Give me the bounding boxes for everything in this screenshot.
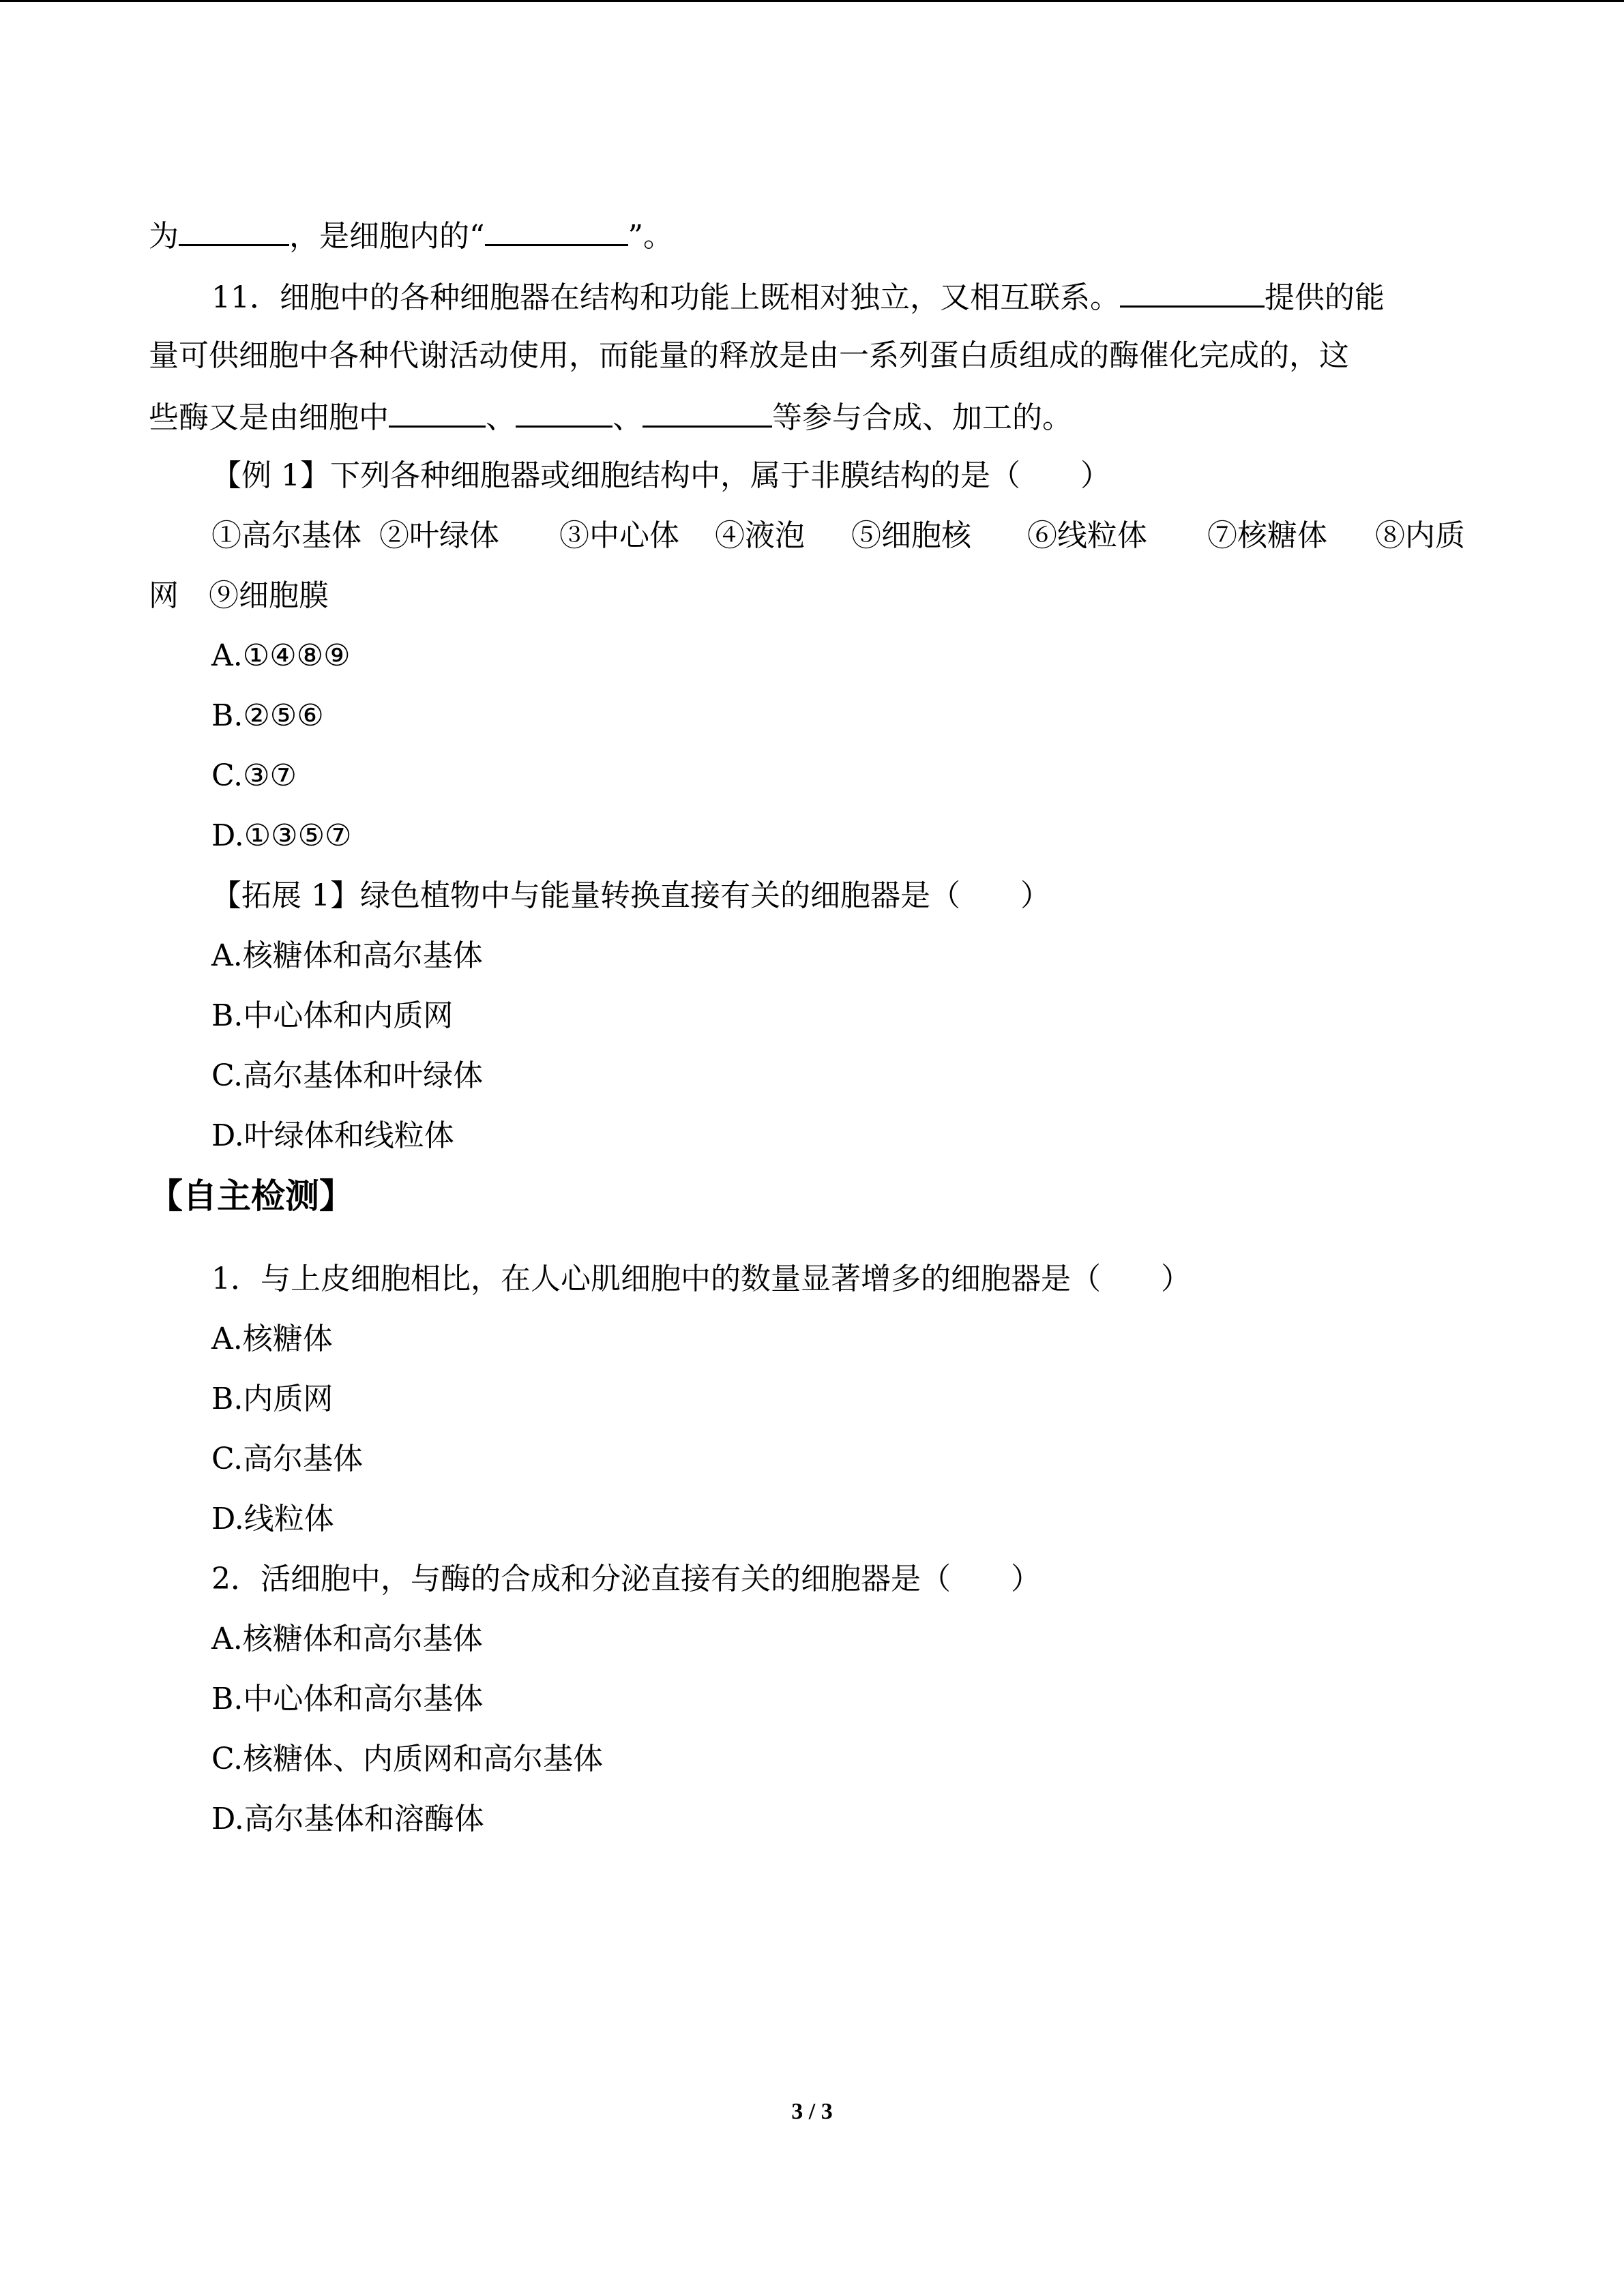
item: ⑤细胞核 xyxy=(851,518,971,553)
question-11-line-3 xyxy=(149,396,1072,438)
option-a[interactable]: A.①④⑧⑨ xyxy=(211,638,351,673)
item: ①高尔基体 xyxy=(211,518,361,553)
item: ⑦核糖体 xyxy=(1207,518,1327,553)
option-b[interactable]: B.内质网 xyxy=(211,1382,334,1416)
text-wei: 为 xyxy=(149,219,179,254)
page-number: 3 / 3 xyxy=(791,2099,833,2124)
extension-1-stem: 【拓展 1】绿色植物中与能量转换直接有关的细胞器是（ ） xyxy=(211,878,1050,913)
question-11-text: 些酶又是由细胞中 xyxy=(149,400,389,435)
item: ②叶绿体 xyxy=(379,518,499,553)
item: ③中心体 xyxy=(559,518,679,553)
option-b[interactable]: B.中心体和高尔基体 xyxy=(211,1682,484,1716)
answer-blank[interactable] xyxy=(643,396,772,428)
option-c[interactable]: C.高尔基体和叶绿体 xyxy=(211,1058,484,1093)
test-2-stem: 2．活细胞中，与酶的合成和分泌直接有关的细胞器是（ ） xyxy=(211,1562,1041,1596)
separator: 、 xyxy=(612,400,643,435)
item: ⑥线粒体 xyxy=(1027,518,1147,553)
option-a[interactable]: A.核糖体 xyxy=(211,1322,333,1356)
answer-blank[interactable] xyxy=(389,396,486,428)
option-d[interactable]: D.叶绿体和线粒体 xyxy=(211,1118,454,1153)
option-d[interactable]: D.①③⑤⑦ xyxy=(211,818,352,853)
example-1-items-cont: 网 ⑨细胞膜 xyxy=(149,578,329,613)
option-d[interactable]: D.高尔基体和溶酶体 xyxy=(211,1802,484,1836)
question-11-text: 提供的能 xyxy=(1265,280,1385,315)
question-11-text: 11．细胞中的各种细胞器在结构和功能上既相对独立，又相互联系。 xyxy=(211,280,1120,315)
option-a[interactable]: A.核糖体和高尔基体 xyxy=(211,938,483,973)
option-b[interactable]: B.中心体和内质网 xyxy=(211,998,454,1033)
option-c[interactable]: C.高尔基体 xyxy=(211,1442,364,1476)
question-11-line-2: 量可供细胞中各种代谢活动使用，而能量的释放是由一系列蛋白质组成的酶催化完成的，这 xyxy=(149,338,1349,373)
question-11-text: 等参与合成、加工的。 xyxy=(772,400,1072,435)
text-wei-mid: ，是细胞内的“ xyxy=(289,219,485,254)
test-1-stem: 1．与上皮细胞相比，在人心肌细胞中的数量显著增多的细胞器是（ ） xyxy=(211,1262,1191,1296)
item: ④液泡 xyxy=(715,518,805,553)
answer-blank[interactable] xyxy=(485,214,628,246)
text-wei-end: ”。 xyxy=(628,219,673,254)
example-1-items xyxy=(211,516,1465,556)
option-b[interactable]: B.②⑤⑥ xyxy=(211,698,324,733)
separator: 、 xyxy=(486,400,516,435)
example-1-stem: 【例 1】下列各种细胞器或细胞结构中，属于非膜结构的是（ ） xyxy=(211,458,1110,493)
answer-blank[interactable] xyxy=(516,396,612,428)
fill-line-wei xyxy=(149,214,673,257)
item: ⑧内质 xyxy=(1375,518,1465,553)
option-d[interactable]: D.线粒体 xyxy=(211,1502,334,1536)
answer-blank[interactable] xyxy=(179,214,289,246)
question-11-line-1 xyxy=(211,275,1385,318)
page-top-border xyxy=(0,0,1624,2)
option-a[interactable]: A.核糖体和高尔基体 xyxy=(211,1622,483,1656)
answer-blank[interactable] xyxy=(1120,275,1265,308)
option-c[interactable]: C.核糖体、内质网和高尔基体 xyxy=(211,1742,604,1776)
option-c[interactable]: C.③⑦ xyxy=(211,758,297,793)
section-heading: 【自主检测】 xyxy=(149,1176,353,1216)
